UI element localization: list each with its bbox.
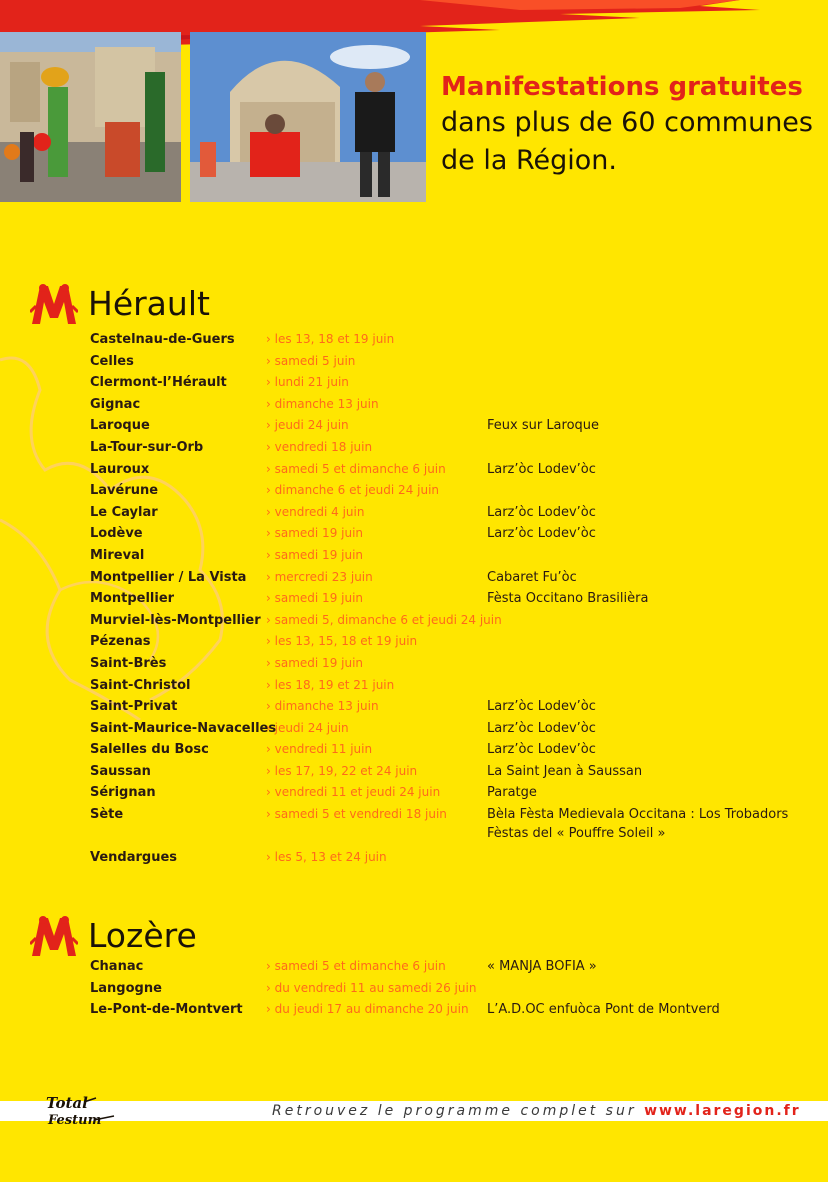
- event-dates: › vendredi 11 et jeudi 24 juin: [266, 785, 441, 800]
- event-row: [90, 956, 810, 978]
- logo-word-total: Total: [46, 1094, 88, 1112]
- event-title: Feux sur Laroque: [487, 418, 600, 434]
- commune-name: Chanac: [90, 959, 144, 974]
- commune-name: Le-Pont-de-Montvert: [90, 1002, 243, 1018]
- footer-url-link[interactable]: www.laregion.fr: [644, 1103, 801, 1119]
- event-dates: › les 18, 19 et 21 juin: [266, 677, 395, 692]
- commune-name: Gignac: [90, 396, 141, 412]
- event-title: « MANJA BOFIA »: [487, 959, 597, 974]
- section-name: Hérault: [88, 284, 210, 323]
- commune-name: Lauroux: [90, 461, 150, 477]
- event-dates: › samedi 5, dimanche 6 et jeudi 24 juin: [266, 612, 502, 627]
- logo-word-festum: Festum: [48, 1113, 102, 1128]
- event-dates: › dimanche 6 et jeudi 24 juin: [266, 483, 440, 498]
- event-title: L’A.D.OC enfuòca Pont de Montverd: [487, 1002, 720, 1018]
- event-row: [90, 804, 810, 847]
- event-row: [90, 847, 810, 869]
- event-dates: › samedi 19 juin: [266, 547, 364, 562]
- event-dates: › les 13, 18 et 19 juin: [266, 332, 395, 346]
- event-dates: › samedi 5 juin: [266, 353, 356, 368]
- event-row: [90, 696, 810, 718]
- event-title: Larz’òc Lodev’òc: [487, 461, 596, 477]
- lozere-event-list: [90, 956, 810, 1021]
- event-row: [90, 415, 810, 437]
- event-row: [90, 782, 810, 804]
- commune-name: Saussan: [90, 763, 151, 779]
- event-dates: › samedi 5 et dimanche 6 juin: [266, 461, 446, 476]
- commune-name: Le Caylar: [90, 504, 158, 520]
- event-title: Larz’òc Lodev’òc: [487, 504, 596, 520]
- commune-name: Clermont-l’Hérault: [90, 375, 227, 391]
- event-title: Cabaret Fu’òc: [487, 569, 577, 585]
- event-dates: › vendredi 11 juin: [266, 742, 373, 757]
- commune-name: La-Tour-sur-Orb: [90, 439, 204, 455]
- section-title-herault: [30, 282, 210, 326]
- event-dates: › du vendredi 11 au samedi 26 juin: [266, 980, 477, 995]
- event-row: [90, 718, 810, 740]
- event-dates: › vendredi 18 juin: [266, 439, 373, 454]
- total-festum-logo: [44, 1092, 116, 1130]
- event-row: [90, 372, 810, 394]
- event-dates: › les 13, 15, 18 et 19 juin: [266, 634, 418, 649]
- region-m-logo-icon: [30, 914, 78, 958]
- event-row: [90, 394, 810, 416]
- commune-name: Montpellier / La Vista: [90, 569, 247, 585]
- event-dates: › mercredi 23 juin: [266, 569, 373, 584]
- event-row: [90, 567, 810, 589]
- event-title: Larz’òc Lodev’òc: [487, 526, 596, 542]
- commune-name: Castelnau-de-Guers: [90, 332, 235, 347]
- event-title-secondary: Fèstas del « Pouffre Soleil »: [487, 826, 666, 842]
- commune-name: Saint-Maurice-Navacelles: [90, 720, 277, 736]
- commune-name: Saint-Christol: [90, 677, 191, 693]
- event-row: [90, 761, 810, 783]
- herault-event-list: [90, 329, 810, 869]
- commune-name: Saint-Brès: [90, 655, 167, 671]
- commune-name: Salelles du Bosc: [90, 742, 209, 758]
- event-row: [90, 739, 810, 761]
- event-dates: › jeudi 24 juin: [266, 418, 349, 433]
- event-row: [90, 653, 810, 675]
- event-row: [90, 675, 810, 697]
- section-title-lozere: [30, 914, 197, 958]
- festival-photo-parade: [0, 32, 181, 202]
- commune-name: Sète: [90, 807, 124, 823]
- commune-name: Sérignan: [90, 785, 156, 801]
- commune-name: Celles: [90, 353, 134, 369]
- event-title: Larz’òc Lodev’òc: [487, 699, 596, 715]
- event-dates: › dimanche 13 juin: [266, 699, 379, 714]
- event-dates: › samedi 19 juin: [266, 655, 364, 670]
- event-title: Larz’òc Lodev’òc: [487, 720, 596, 736]
- event-title: Paratge: [487, 785, 537, 801]
- event-row: [90, 502, 810, 524]
- event-dates: › lundi 21 juin: [266, 375, 349, 390]
- event-dates: › samedi 5 et vendredi 18 juin: [266, 807, 447, 822]
- event-row: [90, 999, 810, 1021]
- event-row: [90, 545, 810, 567]
- headline-title: Manifestations gratuites: [441, 72, 803, 102]
- event-dates: › vendredi 4 juin: [266, 504, 365, 519]
- event-dates: › les 17, 19, 22 et 24 juin: [266, 763, 418, 778]
- commune-name: Pézenas: [90, 634, 151, 650]
- commune-name: Vendargues: [90, 850, 178, 866]
- commune-name: Langogne: [90, 980, 162, 996]
- event-row: [90, 631, 810, 653]
- event-row: [90, 588, 810, 610]
- event-dates: › dimanche 13 juin: [266, 396, 379, 411]
- event-title: La Saint Jean à Saussan: [487, 763, 643, 779]
- commune-name: Murviel-lès-Montpellier: [90, 612, 261, 628]
- event-row: [90, 978, 810, 1000]
- event-dates: › les 5, 13 et 24 juin: [266, 850, 387, 865]
- commune-name: Lodève: [90, 526, 143, 542]
- event-dates: › du jeudi 17 au dimanche 20 juin: [266, 1002, 469, 1017]
- festival-photo-dancers: [190, 32, 426, 202]
- headline-line-2: de la Région.: [441, 145, 617, 176]
- region-m-logo-icon: [30, 282, 78, 326]
- event-dates: › samedi 19 juin: [266, 591, 364, 606]
- headline-block: [441, 70, 821, 180]
- event-row: [90, 437, 810, 459]
- event-dates: › samedi 19 juin: [266, 526, 364, 541]
- event-row: [90, 610, 810, 632]
- event-dates: › samedi 5 et dimanche 6 juin: [266, 959, 446, 973]
- footer-text-label: Retrouvez le programme complet sur: [272, 1103, 637, 1119]
- section-name: Lozère: [88, 916, 197, 955]
- event-row: [90, 329, 810, 351]
- event-row: [90, 480, 810, 502]
- headline-line-1: dans plus de 60 communes: [441, 107, 813, 138]
- commune-name: Laroque: [90, 418, 150, 434]
- event-row: [90, 459, 810, 481]
- event-row: [90, 351, 810, 373]
- event-title: Bèla Fèsta Medievala Occitana : Los Trobadors: [487, 807, 789, 823]
- footer-program-text: [272, 1100, 801, 1122]
- event-dates: › jeudi 24 juin: [266, 720, 349, 735]
- commune-name: Montpellier: [90, 591, 175, 607]
- event-title: Larz’òc Lodev’òc: [487, 742, 596, 758]
- event-row: [90, 523, 810, 545]
- commune-name: Mireval: [90, 547, 145, 563]
- commune-name: Lavérune: [90, 483, 159, 499]
- event-title: Fèsta Occitano Brasilièra: [487, 591, 649, 607]
- commune-name: Saint-Privat: [90, 699, 178, 715]
